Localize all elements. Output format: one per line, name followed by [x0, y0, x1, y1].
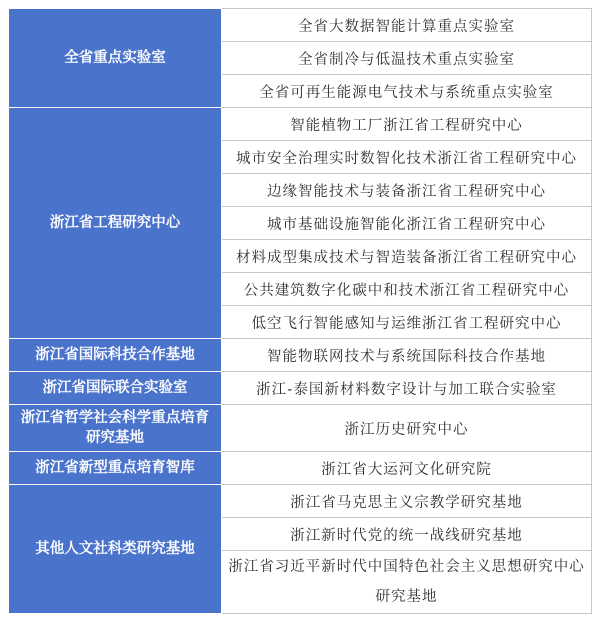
table-row	[9, 339, 592, 372]
item-cell: 智能植物工厂浙江省工程研究中心	[222, 108, 592, 141]
table-row	[9, 9, 592, 42]
category-cell: 浙江省工程研究中心	[9, 108, 222, 339]
table-row	[9, 452, 592, 485]
category-cell: 其他人文社科类研究基地	[9, 485, 222, 614]
item-cell: 浙江省大运河文化研究院	[222, 452, 592, 485]
item-cell: 边缘智能技术与装备浙江省工程研究中心	[222, 174, 592, 207]
table-row	[9, 485, 592, 518]
item-cell: 低空飞行智能感知与运维浙江省工程研究中心	[222, 306, 592, 339]
research-platform-table	[8, 8, 592, 614]
category-cell: 全省重点实验室	[9, 9, 222, 108]
category-cell: 浙江省国际科技合作基地	[9, 339, 222, 372]
item-cell: 城市安全治理实时数智化技术浙江省工程研究中心	[222, 141, 592, 174]
category-cell: 浙江省国际联合实验室	[9, 372, 222, 405]
research-platform-table-container	[8, 8, 592, 614]
item-cell: 城市基础设施智能化浙江省工程研究中心	[222, 207, 592, 240]
table-row	[9, 372, 592, 405]
item-cell: 浙江-泰国新材料数字设计与加工联合实验室	[222, 372, 592, 405]
item-cell: 公共建筑数字化碳中和技术浙江省工程研究中心	[222, 273, 592, 306]
item-cell: 材料成型集成技术与智造装备浙江省工程研究中心	[222, 240, 592, 273]
item-cell: 全省可再生能源电气技术与系统重点实验室	[222, 75, 592, 108]
category-cell: 浙江省新型重点培育智库	[9, 452, 222, 485]
item-cell: 浙江省习近平新时代中国特色社会主义思想研究中心研究基地	[222, 551, 592, 614]
item-cell: 浙江省马克思主义宗教学研究基地	[222, 485, 592, 518]
category-cell: 浙江省哲学社会科学重点培育研究基地	[9, 405, 222, 452]
item-cell: 浙江历史研究中心	[222, 405, 592, 452]
table-row	[9, 405, 592, 452]
item-cell: 全省大数据智能计算重点实验室	[222, 9, 592, 42]
table-row	[9, 108, 592, 141]
item-cell: 浙江新时代党的统一战线研究基地	[222, 518, 592, 551]
item-cell: 全省制冷与低温技术重点实验室	[222, 42, 592, 75]
item-cell: 智能物联网技术与系统国际科技合作基地	[222, 339, 592, 372]
